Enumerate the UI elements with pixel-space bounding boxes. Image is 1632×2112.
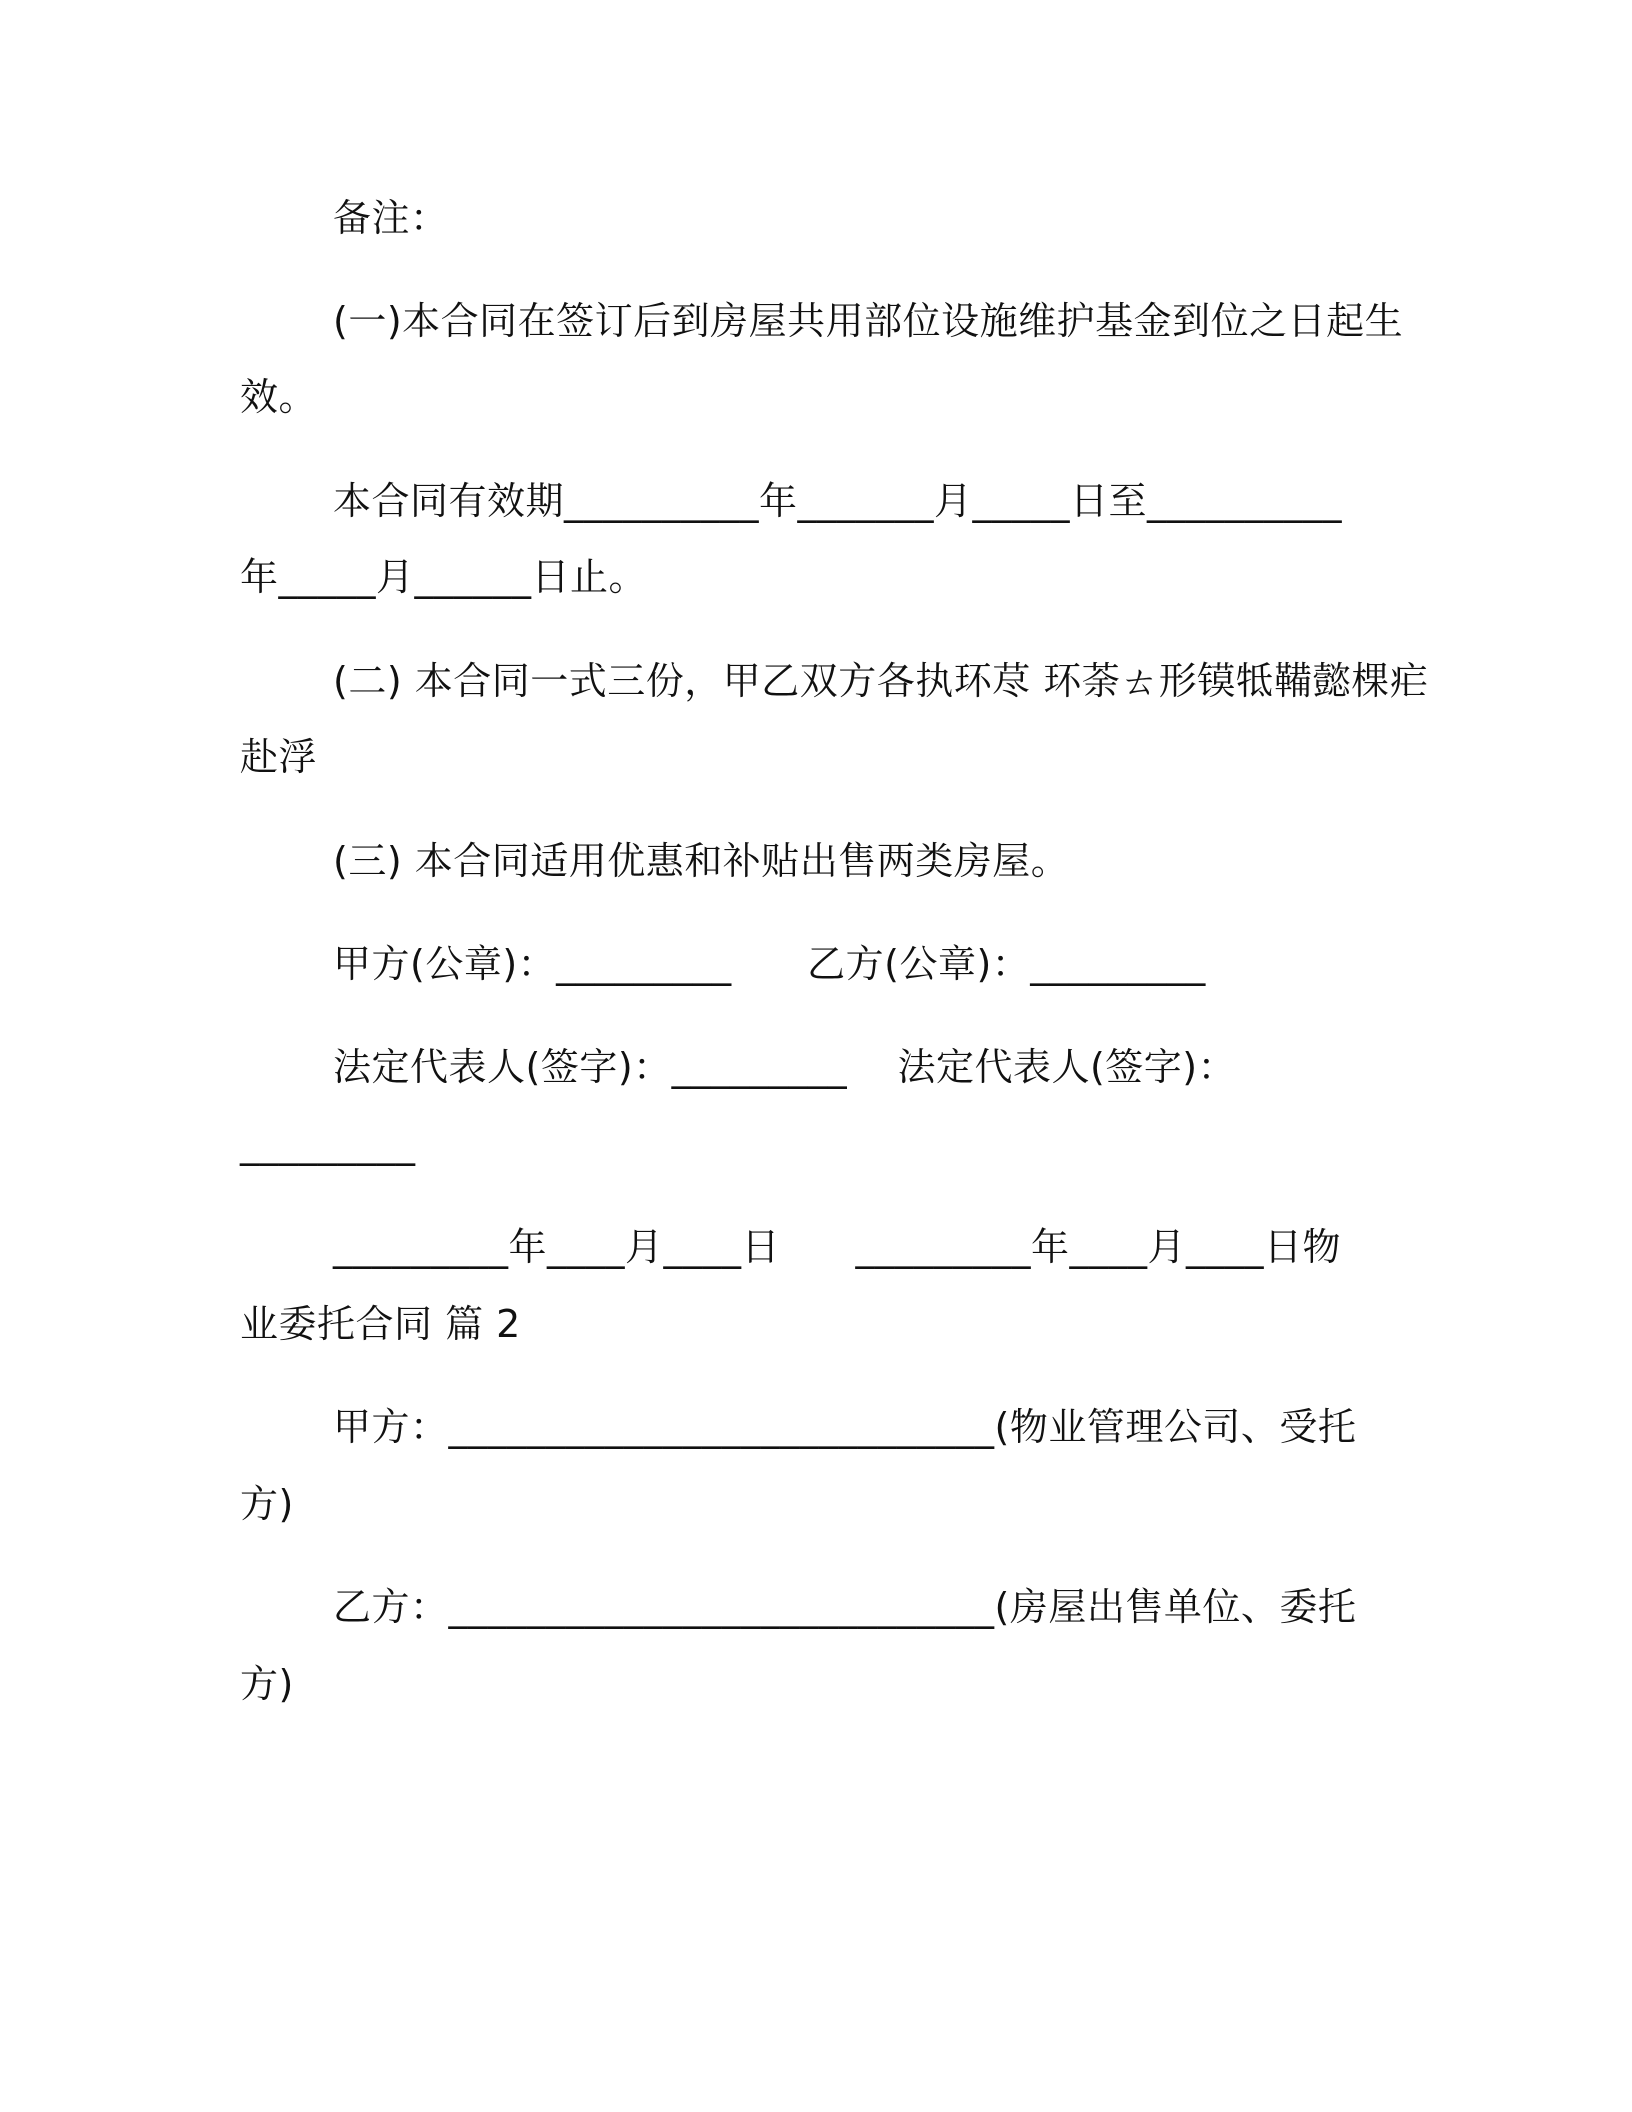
party-a-line-1: 甲方：____________________________(物业管理公司、受托	[333, 1405, 1357, 1449]
party-b-line-1: 乙方：____________________________(房屋出售单位、委托	[333, 1585, 1357, 1629]
representatives-line-2: _________	[240, 1122, 416, 1166]
clause-3: (三) 本合同适用优惠和补贴出售两类房屋。	[333, 839, 1070, 883]
dates-line-2: 业委托合同 篇 2	[240, 1302, 521, 1346]
clause-2-line-1: (二) 本合同一式三份，甲乙双方各执环荩 环荼ㄊ形镆牴鞴懿棵疟	[333, 659, 1429, 703]
clause-2-line-2: 赴浮	[240, 735, 318, 779]
clause-1-line-2: 效。	[240, 375, 318, 419]
clause-1-line-1: (一)本合同在签订后到房屋共用部位设施维护基金到位之日起生	[333, 299, 1404, 343]
dates-line-1: _________年____月____日 _________年____月____日物	[333, 1225, 1341, 1269]
seals-line: 甲方(公章)：_________ 乙方(公章)：_________	[333, 942, 1206, 986]
representatives-line-1: 法定代表人(签字)：_________ 法定代表人(签字)：	[333, 1045, 1237, 1089]
validity-line-1: 本合同有效期__________年_______月_____日至__________	[333, 479, 1343, 523]
party-a-line-2: 方)	[240, 1482, 294, 1526]
validity-line-2: 年_____月______日止。	[240, 555, 648, 599]
remarks-heading: 备注：	[333, 196, 449, 240]
party-b-line-2: 方)	[240, 1662, 294, 1706]
